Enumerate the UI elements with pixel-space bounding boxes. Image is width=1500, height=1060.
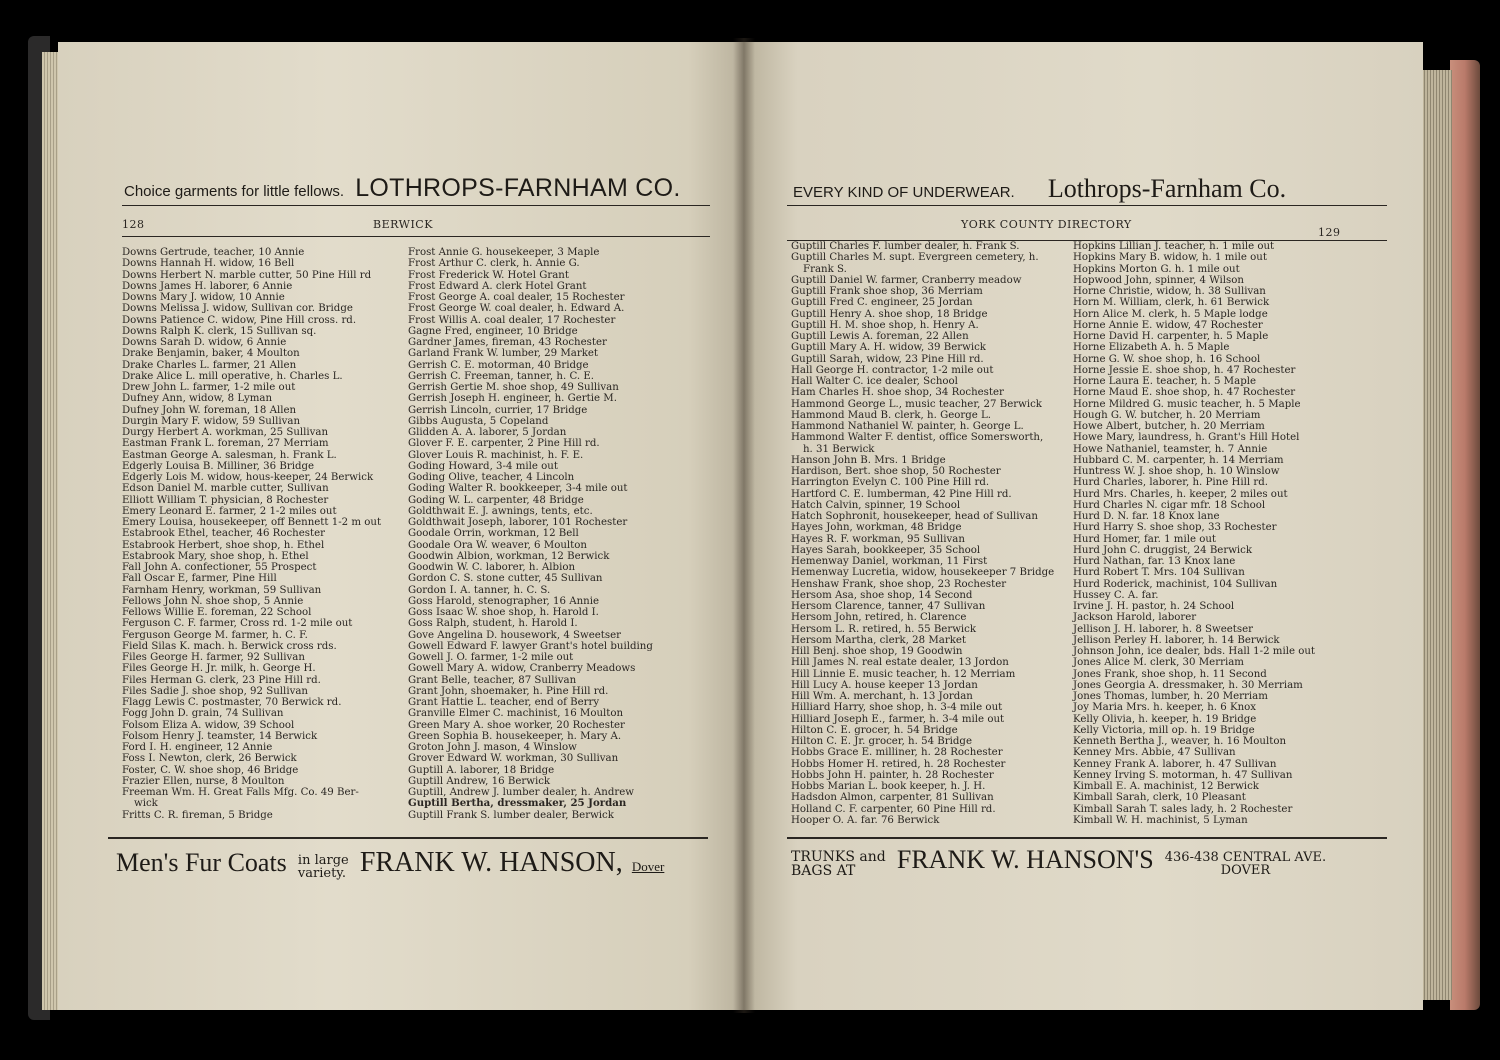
- directory-entry: Horne Maud E. shoe shop, h. 47 Rochester: [1073, 387, 1296, 399]
- running-head: YORK COUNTY DIRECTORY: [961, 218, 1132, 231]
- hanson-ad-name: FRANK W. HANSON'S: [896, 845, 1154, 874]
- directory-entry: Durgin Mary F. widow, 59 Sullivan: [122, 415, 301, 427]
- directory-entry: Guptill Bertha, dressmaker, 25 Jordan: [408, 797, 627, 810]
- directory-entry: Jones Alice M. clerk, 30 Merriam: [1073, 657, 1244, 669]
- directory-entry: Kimball Sarah T. sales lady, h. 2 Rochester: [1073, 803, 1293, 815]
- directory-entry: Flagg Lewis C. postmaster, 70 Berwick rd.: [122, 697, 342, 708]
- directory-entry: h. 31 Berwick: [803, 443, 875, 455]
- directory-entry: Hill Wm. A. merchant, h. 13 Jordan: [791, 691, 973, 702]
- directory-entry: Drake Alice L. mill operative, h. Charles L.: [122, 370, 343, 382]
- directory-entry: Hemenway Lucretia, widow, housekeeper 7 Bridge: [791, 567, 1055, 579]
- directory-entry: Hussey C. A. far.: [1073, 589, 1159, 601]
- left-top-advertisement: [124, 174, 681, 203]
- directory-entry: Hemenway Daniel, workman, 11 First: [791, 556, 988, 567]
- directory-entry: Gowell Mary A. widow, Cranberry Meadows: [408, 663, 636, 675]
- directory-entry: Hopkins Lillian J. teacher, h. 1 mile out: [1073, 241, 1275, 252]
- directory-entry: Goodale Ora W. weaver, 6 Moulton: [408, 539, 587, 551]
- directory-entry: Hurd Charles, laborer, h. Pine Hill rd.: [1073, 477, 1268, 489]
- footer-rule: [787, 837, 1387, 839]
- right-bottom-advertisement: [791, 845, 1326, 878]
- ad-address-line: DOVER: [1220, 862, 1271, 878]
- book-cover-right: [1450, 60, 1480, 1010]
- directory-entry: Guptill Andrew, 16 Berwick: [408, 775, 551, 787]
- directory-entry: Hilton C. E. Jr. grocer, h. 54 Bridge: [791, 736, 972, 747]
- directory-entry: Estabrook Mary, shoe shop, h. Ethel: [122, 550, 309, 562]
- directory-entry: Howe Mary, laundress, h. Grant's Hill Hotel: [1073, 432, 1300, 444]
- directory-entry: Hill Lucy A. house keeper 13 Jordan: [791, 679, 978, 691]
- directory-entry: Hobbs Marian L. book keeper, h. J. H.: [791, 781, 986, 792]
- directory-column: [1073, 241, 1315, 826]
- right-ad-brand: Lothrops-Farnham Co.: [1047, 174, 1287, 203]
- directory-entry: Henshaw Frank, shoe shop, 23 Rochester: [791, 578, 1007, 590]
- directory-entry: Downs Mary J. widow, 10 Annie: [122, 292, 285, 303]
- directory-entry: Goldthwait E. J. awnings, tents, etc.: [408, 505, 593, 517]
- directory-entry: Hardison, Bert. shoe shop, 50 Rochester: [791, 466, 1001, 477]
- directory-entry: Glidden A. A. laborer, 5 Jordan: [408, 427, 567, 438]
- left-page: [58, 42, 743, 1010]
- directory-entry: Hall Walter C. ice dealer, School: [791, 376, 958, 387]
- directory-entry: Guptill Lewis A. foreman, 22 Allen: [791, 331, 969, 342]
- header-rule: [787, 205, 1387, 206]
- directory-entry: Gordon I. A. tanner, h. C. S.: [408, 584, 551, 596]
- directory-entry: Guptill Charles F. lumber dealer, h. Frank S.: [791, 241, 1020, 252]
- directory-entry: Jones Thomas, lumber, h. 20 Merriam: [1073, 691, 1268, 702]
- directory-entry: Horn M. William, clerk, h. 61 Berwick: [1073, 297, 1270, 309]
- directory-entry: Hatch Sophronit, housekeeper, head of Sullivan: [791, 511, 1038, 522]
- directory-entry: Fall John A. confectioner, 55 Prospect: [122, 562, 317, 573]
- directory-entry: Hurd Charles N. cigar mfr. 18 School: [1073, 499, 1266, 511]
- directory-entry: Horne Mildred G. music teacher, h. 5 Maple: [1073, 398, 1301, 410]
- directory-entry: Edson Daniel M. marble cutter, Sullivan: [122, 483, 329, 495]
- directory-entry: Estabrook Herbert, shoe shop, h. Ethel: [122, 539, 325, 551]
- directory-entry: Files George H. farmer, 92 Sullivan: [122, 652, 305, 663]
- directory-entry: Horne G. W. shoe shop, h. 16 School: [1073, 353, 1261, 365]
- ad-address: [1165, 851, 1326, 877]
- directory-entry: Jackson Harold, laborer: [1073, 612, 1197, 624]
- directory-entry: Kelly Victoria, mill op. h. 19 Bridge: [1073, 724, 1255, 736]
- directory-entry: Estabrook Ethel, teacher, 46 Rochester: [122, 528, 325, 540]
- directory-entry: Gerrish Lincoln, currier, 17 Bridge: [408, 404, 588, 416]
- directory-entry: Hersom L. R. retired, h. 55 Berwick: [791, 623, 977, 635]
- directory-entry: Downs Herbert N. marble cutter, 50 Pine Hill rd: [122, 269, 372, 281]
- directory-entry: Frost Willis A. coal dealer, 17 Rochester: [408, 314, 616, 326]
- running-head: BERWICK: [373, 218, 433, 231]
- directory-entry: Hammond Maud B. clerk, h. George L.: [791, 409, 992, 421]
- directory-entry: Goldthwait Joseph, laborer, 101 Rochester: [408, 517, 628, 528]
- directory-entry: Goding Walter R. bookkeeper, 3-4 mile out: [408, 483, 628, 495]
- directory-entry: Goding W. L. carpenter, 48 Bridge: [408, 494, 584, 506]
- directory-entry: Guptill Charles M. supt. Evergreen cemetery, h.: [791, 252, 1039, 264]
- directory-entry: Garland Frank W. lumber, 29 Market: [408, 348, 599, 360]
- directory-entry: Howe Albert, butcher, h. 20 Merriam: [1073, 421, 1265, 432]
- directory-entry: wick: [134, 798, 158, 810]
- directory-entry: Horne David H. carpenter, h. 5 Maple: [1073, 331, 1269, 342]
- hanson-ad-town: Dover: [631, 859, 665, 874]
- directory-entry: Frazier Ellen, nurse, 8 Moulton: [122, 775, 285, 787]
- directory-entry: Kenney Mrs. Abbie, 47 Sullivan: [1073, 747, 1236, 759]
- directory-entry: Hurd Nathan, far. 13 Knox lane: [1073, 556, 1236, 567]
- directory-entry: Eastman Frank L. foreman, 27 Merriam: [122, 438, 329, 450]
- directory-entry: Kenney Frank A. laborer, h. 47 Sullivan: [1073, 758, 1277, 770]
- directory-entry: Grant Belle, teacher, 87 Sullivan: [408, 674, 577, 686]
- directory-entry: Jellison J. H. laborer, h. 8 Sweetser: [1073, 623, 1254, 635]
- directory-entry: Gowell Edward F. lawyer Grant's hotel building: [408, 640, 653, 652]
- directory-entry: Edgerly Louisa B. Milliner, 36 Bridge: [122, 460, 315, 472]
- directory-entry: Jones Frank, shoe shop, h. 11 Second: [1073, 668, 1267, 680]
- directory-entry: Grover Edward W. workman, 30 Sullivan: [408, 753, 619, 765]
- directory-entry: Hatch Calvin, spinner, 19 School: [791, 499, 961, 511]
- directory-entry: Hayes John, workman, 48 Bridge: [791, 522, 962, 534]
- directory-entry: Hurd D. N. far. 18 Knox lane: [1073, 511, 1220, 522]
- directory-entry: Foss I. Newton, clerk, 26 Berwick: [122, 753, 297, 765]
- directory-entry: Hurd Mrs. Charles, h. keeper, 2 miles out: [1073, 488, 1288, 500]
- directory-entry: Field Silas K. mach. h. Berwick cross rds.: [122, 640, 337, 652]
- directory-entry: Goodwin Albion, workman, 12 Berwick: [408, 550, 610, 562]
- directory-entry: Guptill Mary A. H. widow, 39 Berwick: [791, 342, 986, 354]
- directory-entry: Folsom Henry J. teamster, 14 Berwick: [122, 730, 318, 742]
- page-number: 129: [1318, 226, 1341, 239]
- directory-entry: Files George H. Jr. milk, h. George H.: [122, 663, 316, 675]
- directory-entry: Hill Linnie E. music teacher, h. 12 Merriam: [791, 668, 1016, 680]
- directory-entry: Green Mary A. shoe worker, 20 Rochester: [408, 719, 625, 731]
- left-bottom-advertisement: [116, 847, 664, 880]
- directory-column: [408, 247, 653, 821]
- hanson-ad-name: FRANK W. HANSON,: [359, 847, 623, 878]
- directory-entry: Grant John, shoemaker, h. Pine Hill rd.: [408, 685, 609, 697]
- directory-entry: Frost Arthur C. clerk, h. Annie G.: [408, 258, 580, 270]
- ad-stack-line: TRUNKS and: [791, 848, 886, 865]
- directory-entry: Downs James H. laborer, 6 Annie: [122, 280, 293, 292]
- ad-stack-line: in large: [297, 852, 349, 868]
- directory-entry: Hurd Roderick, machinist, 104 Sullivan: [1073, 578, 1278, 590]
- directory-entry: Guptill, Andrew J. lumber dealer, h. Andrew: [408, 787, 635, 798]
- directory-entry: Kimball Sarah, clerk, 10 Pleasant: [1073, 792, 1246, 804]
- directory-entry: Frost George A. coal dealer, 15 Rochester: [408, 292, 625, 303]
- directory-entry: Dufney Ann, widow, 8 Lyman: [122, 393, 273, 405]
- directory-entry: Granville Elmer C. machinist, 16 Moulton: [408, 708, 624, 720]
- directory-entry: Dufney John W. foreman, 18 Allen: [122, 404, 297, 416]
- directory-entry: Horne Elizabeth A. h. 5 Maple: [1073, 342, 1230, 354]
- directory-entry: Gibbs Augusta, 5 Copeland: [408, 415, 549, 427]
- directory-entry: Hurd Robert T. Mrs. 104 Sullivan: [1073, 567, 1245, 579]
- directory-entry: Goding Howard, 3-4 mile out: [408, 460, 558, 472]
- directory-entry: Hayes Sarah, bookkeeper, 35 School: [791, 544, 981, 556]
- directory-entry: Hayes R. F. workman, 95 Sullivan: [791, 533, 965, 545]
- right-top-advertisement: [793, 174, 1286, 204]
- directory-entry: Hammond Nathaniel W. painter, h. George L.: [791, 421, 1024, 432]
- directory-column: [122, 247, 381, 821]
- header-rule: [122, 205, 710, 206]
- directory-entry: Irvine J. H. pastor, h. 24 School: [1073, 601, 1235, 612]
- footer-rule: [108, 837, 708, 839]
- directory-entry: Hilliard Joseph E., farmer, h. 3-4 mile out: [791, 713, 1005, 725]
- open-book: [28, 30, 1480, 1030]
- directory-entry: Fellows Willie E. foreman, 22 School: [122, 607, 312, 618]
- directory-entry: Guptill Fred C. engineer, 25 Jordan: [791, 297, 973, 309]
- directory-entry: Frost Edward A. clerk Hotel Grant: [408, 280, 587, 292]
- directory-entry: Downs Hannah H. widow, 16 Bell: [122, 258, 295, 270]
- directory-entry: Joy Maria Mrs. h. keeper, h. 6 Knox: [1073, 702, 1257, 714]
- directory-entry: Fall Oscar E, farmer, Pine Hill: [122, 573, 277, 585]
- directory-entry: Guptill Henry A. shoe shop, 18 Bridge: [791, 308, 988, 320]
- directory-entry: Hadsdon Almon, carpenter, 81 Sullivan: [791, 792, 994, 804]
- directory-entry: Hersom Clarence, tanner, 47 Sullivan: [791, 601, 986, 612]
- directory-entry: Files Herman G. clerk, 23 Pine Hill rd.: [122, 674, 321, 686]
- directory-entry: Fogg John D. grain, 74 Sullivan: [122, 708, 284, 720]
- directory-entry: Hooper O. A. far. 76 Berwick: [791, 814, 940, 826]
- directory-entry: Eastman George A. salesman, h. Frank L.: [122, 449, 337, 461]
- running-head-rule: [122, 236, 710, 237]
- directory-entry: Hobbs John H. painter, h. 28 Rochester: [791, 769, 994, 781]
- directory-entry: Hammond George L., music teacher, 27 Berwick: [791, 398, 1042, 410]
- directory-entry: Frost Frederick W. Hotel Grant: [408, 269, 569, 281]
- directory-entry: Harrington Evelyn C. 100 Pine Hill rd.: [791, 477, 990, 489]
- directory-entry: Gordon C. S. stone cutter, 45 Sullivan: [408, 573, 603, 585]
- directory-entry: Howe Nathaniel, teamster, h. 7 Annie: [1073, 443, 1268, 455]
- directory-entry: Hopkins Mary B. widow, h. 1 mile out: [1073, 252, 1267, 264]
- directory-entry: Ham Charles H. shoe shop, 34 Rochester: [791, 387, 1004, 399]
- directory-entry: Hopwood John, spinner, 4 Wilson: [1073, 274, 1244, 286]
- directory-entry: Durgy Herbert A. workman, 25 Sullivan: [122, 427, 329, 438]
- directory-entry: Hurd John C. druggist, 24 Berwick: [1073, 544, 1253, 556]
- directory-entry: Foster, C. W. shoe shop, 46 Bridge: [122, 764, 299, 776]
- directory-entry: Emery Leonard E. farmer, 2 1-2 miles out: [122, 505, 337, 517]
- directory-entry: Frost George W. coal dealer, h. Edward A.: [408, 303, 625, 315]
- directory-entry: Guptill Daniel W. farmer, Cranberry meadow: [791, 274, 1022, 286]
- directory-entry: Hersom Martha, clerk, 28 Market: [791, 634, 967, 646]
- directory-entry: Hersom John, retired, h. Clarence: [791, 612, 967, 624]
- directory-entry: Horne Jessie E. shoe shop, h. 47 Rochester: [1073, 364, 1296, 376]
- directory-entry: Kelly Olivia, h. keeper, h. 19 Bridge: [1073, 713, 1257, 725]
- directory-entry: Hilton C. E. grocer, h. 54 Bridge: [791, 724, 958, 736]
- directory-entry: Hurd Homer, far. 1 mile out: [1073, 533, 1217, 545]
- directory-entry: Frank S.: [803, 263, 847, 275]
- ad-stack-line: BAGS AT: [791, 862, 856, 879]
- directory-entry: Goodwin W. C. laborer, h. Albion: [408, 562, 576, 573]
- directory-entry: Gove Angelina D. housework, 4 Sweetser: [408, 629, 622, 641]
- directory-entry: Kimball W. H. machinist, 5 Lyman: [1073, 814, 1248, 826]
- directory-entry: Horne Annie E. widow, 47 Rochester: [1073, 319, 1263, 331]
- directory-entry: Gardner James, fireman, 43 Rochester: [408, 337, 607, 348]
- left-ad-brand: LOTHROPS-FARNHAM CO.: [355, 174, 681, 202]
- directory-entry: Drew John L. farmer, 1-2 mile out: [122, 382, 296, 393]
- page-edges-right: [1422, 70, 1452, 1000]
- directory-entry: Drake Benjamin, baker, 4 Moulton: [122, 348, 300, 360]
- directory-entry: Gagne Fred, engineer, 10 Bridge: [408, 325, 578, 337]
- directory-entry: Hobbs Homer H. retired, h. 28 Rochester: [791, 758, 1006, 770]
- directory-entry: Folsom Eliza A. widow, 39 School: [122, 719, 295, 731]
- directory-entry: Goding Olive, teacher, 4 Lincoln: [408, 472, 575, 483]
- directory-entry: Files Sadie J. shoe shop, 92 Sullivan: [122, 685, 308, 697]
- directory-entry: Kenney Irving S. motorman, h. 47 Sullivan: [1073, 769, 1293, 781]
- directory-entry: Frost Annie G. housekeeper, 3 Maple: [408, 247, 600, 258]
- directory-entry: Huntress W. J. shoe shop, h. 10 Winslow: [1073, 466, 1280, 477]
- directory-entry: Hurd Harry S. shoe shop, 33 Rochester: [1073, 522, 1277, 534]
- directory-entry: Glover Louis R. machinist, h. F. E.: [408, 449, 584, 461]
- directory-entry: Hammond Walter F. dentist, office Somersworth,: [791, 432, 1044, 444]
- directory-entry: Hartford C. E. lumberman, 42 Pine Hill rd.: [791, 488, 1012, 500]
- directory-entry: Downs Gertrude, teacher, 10 Annie: [122, 247, 305, 258]
- directory-entry: Downs Patience C. widow, Pine Hill cross. rd.: [122, 314, 357, 326]
- directory-entry: Hill Benj. shoe shop, 19 Goodwin: [791, 646, 963, 657]
- book-gutter: [733, 38, 755, 1013]
- directory-entry: Freeman Wm. H. Great Falls Mfg. Co. 49 Ber-: [122, 787, 359, 798]
- right-page: [743, 42, 1423, 1010]
- directory-entry: Gerrish C. Freeman, tanner, h. C. E.: [408, 370, 595, 382]
- directory-entry: Guptill Sarah, widow, 23 Pine Hill rd.: [791, 353, 984, 365]
- directory-entry: Jones Georgia A. dressmaker, h. 30 Merriam: [1073, 679, 1303, 691]
- ad-stack-line: variety.: [297, 865, 347, 881]
- directory-entry: Emery Louisa, housekeeper, off Bennett 1-2 m out: [122, 517, 382, 528]
- directory-entry: Downs Sarah D. widow, 6 Annie: [122, 337, 287, 348]
- directory-entry: Ferguson C. F. farmer, Cross rd. 1-2 mile out: [122, 618, 353, 630]
- directory-column: [791, 241, 1054, 826]
- directory-entry: Fellows John N. shoe shop, 5 Annie: [122, 595, 304, 607]
- directory-entry: Glover F. E. carpenter, 2 Pine Hill rd.: [408, 438, 600, 450]
- directory-entry: Hubbard C. M. carpenter, h. 14 Merriam: [1073, 454, 1284, 466]
- right-ad-tagline: EVERY KIND OF UNDERWEAR.: [793, 184, 1015, 201]
- directory-entry: Gerrish Gertie M. shoe shop, 49 Sullivan: [408, 382, 619, 393]
- directory-entry: Ferguson George M. farmer, h. C. F.: [122, 629, 308, 641]
- directory-entry: Hill James N. real estate dealer, 13 Jordon: [791, 657, 1009, 669]
- directory-entry: Hobbs Grace E. milliner, h. 28 Rochester: [791, 747, 1003, 759]
- directory-entry: Goss Isaac W. shoe shop, h. Harold I.: [408, 607, 599, 618]
- furcoat-ad-title: Men's Fur Coats: [116, 848, 287, 877]
- directory-entry: Hopkins Morton G. h. 1 mile out: [1073, 263, 1240, 275]
- directory-entry: Drake Charles L. farmer, 21 Allen: [122, 359, 297, 371]
- directory-entry: Hall George H. contractor, 1-2 mile out: [791, 364, 994, 376]
- directory-entry: Guptill A. laborer, 18 Bridge: [408, 764, 555, 776]
- directory-entry: Guptill H. M. shoe shop, h. Henry A.: [791, 319, 979, 331]
- directory-entry: Fritts C. R. fireman, 5 Bridge: [122, 809, 273, 821]
- directory-entry: Green Sophia B. housekeeper, h. Mary A.: [408, 730, 622, 742]
- directory-entry: Elliott William T. physician, 8 Rochester: [122, 494, 329, 506]
- ad-stack: [791, 850, 886, 878]
- directory-entry: Kenneth Bertha J., weaver, h. 16 Moulton: [1073, 736, 1287, 747]
- directory-entry: Hough G. W. butcher, h. 20 Merriam: [1073, 409, 1261, 421]
- ad-stack: [298, 854, 349, 880]
- directory-entry: Edgerly Lois M. widow, hous-keeper, 24 Berwick: [122, 472, 374, 483]
- directory-entry: Gerrish Joseph H. engineer, h. Gertie M.: [408, 393, 617, 405]
- directory-entry: Ford I. H. engineer, 12 Annie: [122, 742, 273, 753]
- directory-entry: Goodale Orrin, workman, 12 Bell: [408, 528, 579, 540]
- page-number: 128: [122, 218, 145, 231]
- ad-address-line: 436-438 CENTRAL AVE.: [1164, 849, 1327, 865]
- directory-entry: Gerrish C. E. motorman, 40 Bridge: [408, 359, 589, 371]
- directory-entry: Downs Melissa J. widow, Sullivan cor. Bridge: [122, 303, 353, 315]
- left-ad-tagline: Choice garments for little fellows.: [124, 183, 345, 200]
- directory-entry: Horne Christie, widow, h. 38 Sullivan: [1073, 286, 1266, 297]
- directory-entry: Gowell J. O. farmer, 1-2 mile out: [408, 652, 574, 663]
- directory-entry: Holland C. F. carpenter, 60 Pine Hill rd.: [791, 803, 996, 815]
- directory-entry: Grant Hattie L. teacher, end of Berry: [408, 697, 600, 708]
- directory-entry: Hilliard Harry, shoe shop, h. 3-4 mile out: [791, 702, 1003, 714]
- directory-entry: Hanson John B. Mrs. 1 Bridge: [791, 454, 946, 466]
- directory-entry: Groton John J. mason, 4 Winslow: [408, 742, 577, 753]
- directory-entry: Jellison Perley H. laborer, h. 14 Berwick: [1073, 634, 1280, 646]
- directory-entry: Johnson John, ice dealer, bds. Hall 1-2 mile out: [1073, 646, 1316, 657]
- directory-entry: Kimball E. A. machinist, 12 Berwick: [1073, 781, 1259, 792]
- directory-entry: Horne Laura E. teacher, h. 5 Maple: [1073, 376, 1257, 387]
- directory-entry: Farnham Henry, workman, 59 Sullivan: [122, 584, 322, 596]
- directory-entry: Guptill Frank shoe shop, 36 Merriam: [791, 286, 983, 297]
- directory-entry: Goss Ralph, student, h. Harold I.: [408, 618, 578, 630]
- directory-entry: Horn Alice M. clerk, h. 5 Maple lodge: [1073, 308, 1268, 320]
- directory-entry: Hersom Asa, shoe shop, 14 Second: [791, 589, 973, 601]
- directory-entry: Downs Ralph K. clerk, 15 Sullivan sq.: [122, 325, 317, 337]
- directory-entry: Goss Harold, stenographer, 16 Annie: [408, 595, 599, 607]
- directory-entry: Guptill Frank S. lumber dealer, Berwick: [408, 809, 614, 821]
